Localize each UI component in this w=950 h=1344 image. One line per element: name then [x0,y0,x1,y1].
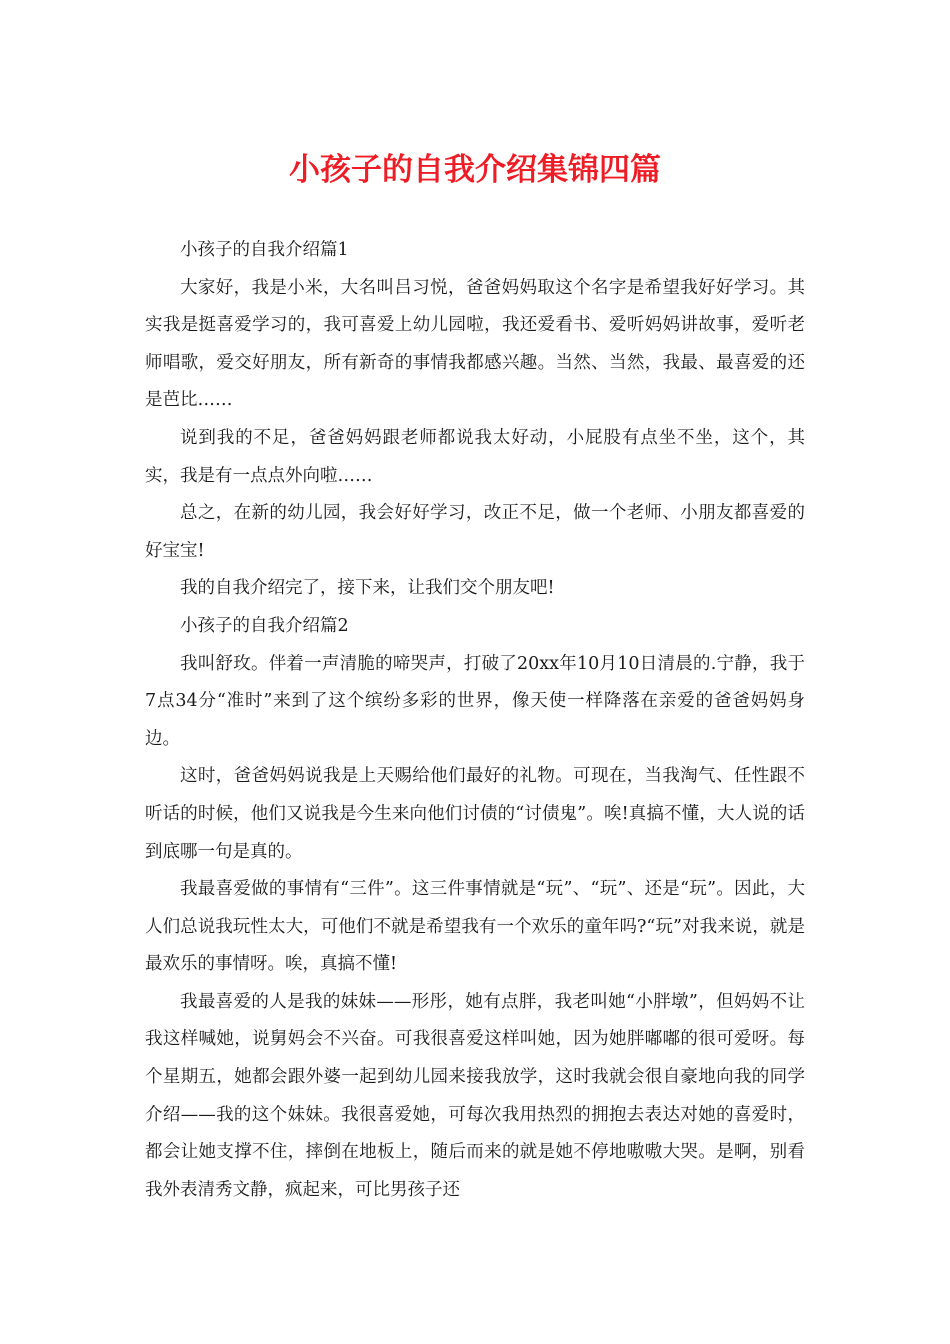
section-heading-1: 小孩子的自我介绍篇1 [180,240,349,260]
paragraph: 说到我的不足，爸爸妈妈跟老师都说我太好动，小屁股有点坐不坐，这个，其实，我是有一点点外向啦…… [145,427,805,486]
paragraph: 大家好，我是小米，大名叫吕习悦，爸爸妈妈取这个名字是希望我好好学习。其实我是挺喜爱学习的，我可喜爱上幼儿园啦，我还爱看书、爱听妈妈讲故事，爱听老师唱歌，爱交好朋友，所有新奇的事情我都感兴趣。当然、当然，我最、最喜爱的还是芭比…… [145,277,805,411]
paragraph: 这时，爸爸妈妈说我是上天赐给他们最好的礼物。可现在，当我淘气、任性跟不听话的时候，他们又说我是今生来向他们讨债的“讨债鬼”。唉!真搞不懂，大人说的话到底哪一句是真的。 [145,766,805,862]
paragraph: 我最喜爱做的事情有“三件”。这三件事情就是“玩”、“玩”、还是“玩”。因此，大人们总说我玩性太大，可他们不就是希望我有一个欢乐的童年吗?“玩”对我来说，就是最欢乐的事情呀。唉，真搞不懂! [145,879,805,975]
document-title: 小孩子的自我介绍集锦四篇 [289,152,661,188]
document-body [145,232,805,1209]
paragraph: 我的自我介绍完了，接下来，让我们交个朋友吧! [180,578,555,599]
section-heading-2: 小孩子的自我介绍篇2 [180,615,349,636]
paragraph: 我叫舒玫。伴着一声清脆的啼哭声，打破了20xx年10月10日清晨的.宁静，我于7点34分“准时”来到了这个缤纷多彩的世界，像天使一样降落在亲爱的爸爸妈妈身边。 [145,653,805,749]
paragraph: 总之，在新的幼儿园，我会好好学习，改正不足，做一个老师、小朋友都喜爱的好宝宝! [145,503,805,561]
paragraph: 我最喜爱的人是我的妹妹——形彤，她有点胖，我老叫她“小胖墩”，但妈妈不让我这样喊她，说舅妈会不兴奋。可我很喜爱这样叫她，因为她胖嘟嘟的很可爱呀。每个星期五，她都会跟外婆一起到幼儿园来接我放学，这时我就会很自豪地向我的同学介绍——我的这个妹妹。我很喜爱她，可每次我用热烈的拥抱去表达对她的喜爱时，都会让她支撑不住，摔倒在地板上，随后而来的就是她不停地嗷嗷大哭。是啊，别看我外表清秀文静，疯起来，可比男孩子还 [145,991,805,1200]
